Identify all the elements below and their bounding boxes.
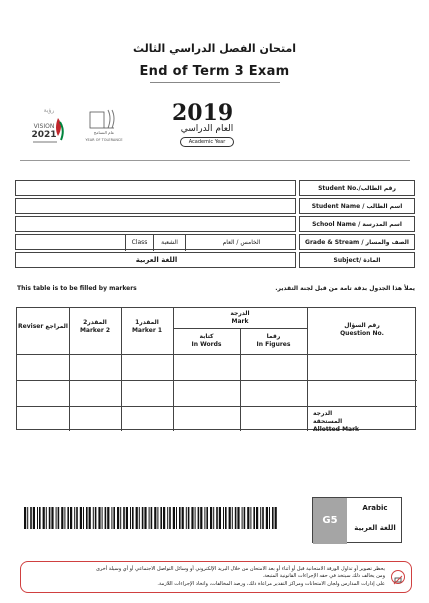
marker1-ar: المقدر1 <box>135 319 159 326</box>
academic-year-label-en: Academic Year <box>180 137 234 147</box>
footer-subject-en: Arabic <box>362 504 388 512</box>
grade-code: G5 <box>313 498 347 544</box>
class-label: Class <box>126 235 154 251</box>
reviser-en: Reviser <box>18 323 44 330</box>
student-name-row <box>15 198 415 214</box>
vision-ar-text: رؤية <box>43 107 55 114</box>
student-no-row <box>15 180 415 196</box>
student-no-field[interactable] <box>15 180 296 196</box>
figures-en: In Figures <box>256 341 291 348</box>
vision-year: 2021 <box>31 130 57 140</box>
subject-label: Subject/ المادة <box>299 252 415 268</box>
markers-note-ar: يملأ هذا الجدول بدقة تامة من قبل لجنة التقدير. <box>275 285 415 292</box>
school-name-field[interactable] <box>15 216 296 232</box>
markers-table <box>16 307 416 433</box>
in-words-header <box>173 333 240 349</box>
school-name-label: School Name / اسم المدرسة <box>299 216 415 232</box>
student-no-label: Student No./رقم الطالب <box>299 180 415 196</box>
subject-row <box>15 252 415 268</box>
reviser-ar: المراجع <box>45 323 68 330</box>
markers-note-en: This table is to be filled by markers <box>17 285 137 292</box>
question-en: Question No. <box>340 330 384 337</box>
grade-row <box>15 234 415 250</box>
mark-ar: الدرجة <box>230 310 250 317</box>
mark-en: Mark <box>231 318 249 325</box>
title-divider <box>150 82 280 83</box>
tolerance-ar-text: عام التسامح <box>93 130 115 135</box>
vision-label: VISION <box>33 123 55 130</box>
mark-header <box>173 310 307 326</box>
question-no-header <box>307 322 417 338</box>
grade-value: الخامس / العام <box>222 239 261 246</box>
student-name-field[interactable] <box>15 198 296 214</box>
allotted-en: Allotted Mark <box>313 426 360 433</box>
section-field[interactable] <box>16 235 126 251</box>
footer-subject-ar: اللغة العربية <box>354 524 396 532</box>
exam-year: 2019 <box>172 100 234 126</box>
marker2-ar: المقدر2 <box>83 319 107 326</box>
warning-line-3: على إدارات المدارس ولجان الامتحانات ومراكز التقدير مراعاة ذلك، ورصد المخالفات، واتخاذ الإجراءات اللازمة. <box>157 581 385 587</box>
warning-line-2: ومن يخالف ذلك سيتخذ في حقه الإجراءات القانونية المتبعة. <box>262 573 385 579</box>
allotted-ar: الدرجة المستحقة <box>313 410 343 425</box>
grade-label: Grade & Stream / الصف والمسار <box>299 234 415 250</box>
exam-title-english: End of Term 3 Exam <box>139 64 290 79</box>
warning-line-1: يحظر تصوير أو تداول الورقة الامتحانية قبل أو أثناء أو بعد الامتحان من خلال البريد الإلكتروني أو وسائل التواصل الاجتماعي أو أي وسيلة أخرى <box>95 566 385 572</box>
tolerance-text: YEAR OF TOLERANCE <box>85 138 123 142</box>
vision-2021-logo <box>30 104 68 148</box>
reviser-header <box>17 323 69 331</box>
barcode <box>20 505 285 533</box>
school-name-row <box>15 216 415 232</box>
grade-field <box>15 234 296 250</box>
warning-notice <box>20 561 412 593</box>
in-figures-header <box>240 333 307 349</box>
allotted-mark-label <box>313 410 363 434</box>
exam-title-arabic: امتحان الفصل الدراسي الثالث <box>132 42 297 55</box>
subject-value: اللغة العربية <box>135 256 178 264</box>
words-en: In Words <box>191 341 222 348</box>
figures-ar: رقما <box>266 333 281 340</box>
section-label-ar: الشعبة <box>154 235 186 251</box>
words-ar: كتابة <box>199 333 214 340</box>
marker1-en: Marker 1 <box>131 327 163 334</box>
marker2-en: Marker 2 <box>79 327 111 334</box>
year-of-tolerance-logo <box>84 106 124 144</box>
question-ar: رقم السؤال <box>344 322 380 329</box>
header-divider <box>20 160 410 161</box>
student-name-label: Student Name / اسم الطالب <box>299 198 415 214</box>
academic-year-label-ar: العام الدراسي <box>180 124 234 134</box>
no-camera-icon <box>391 570 405 584</box>
subject-field <box>15 252 296 268</box>
marker2-header <box>69 319 121 335</box>
marker1-header <box>121 319 173 335</box>
grade-subject-box <box>312 497 402 543</box>
